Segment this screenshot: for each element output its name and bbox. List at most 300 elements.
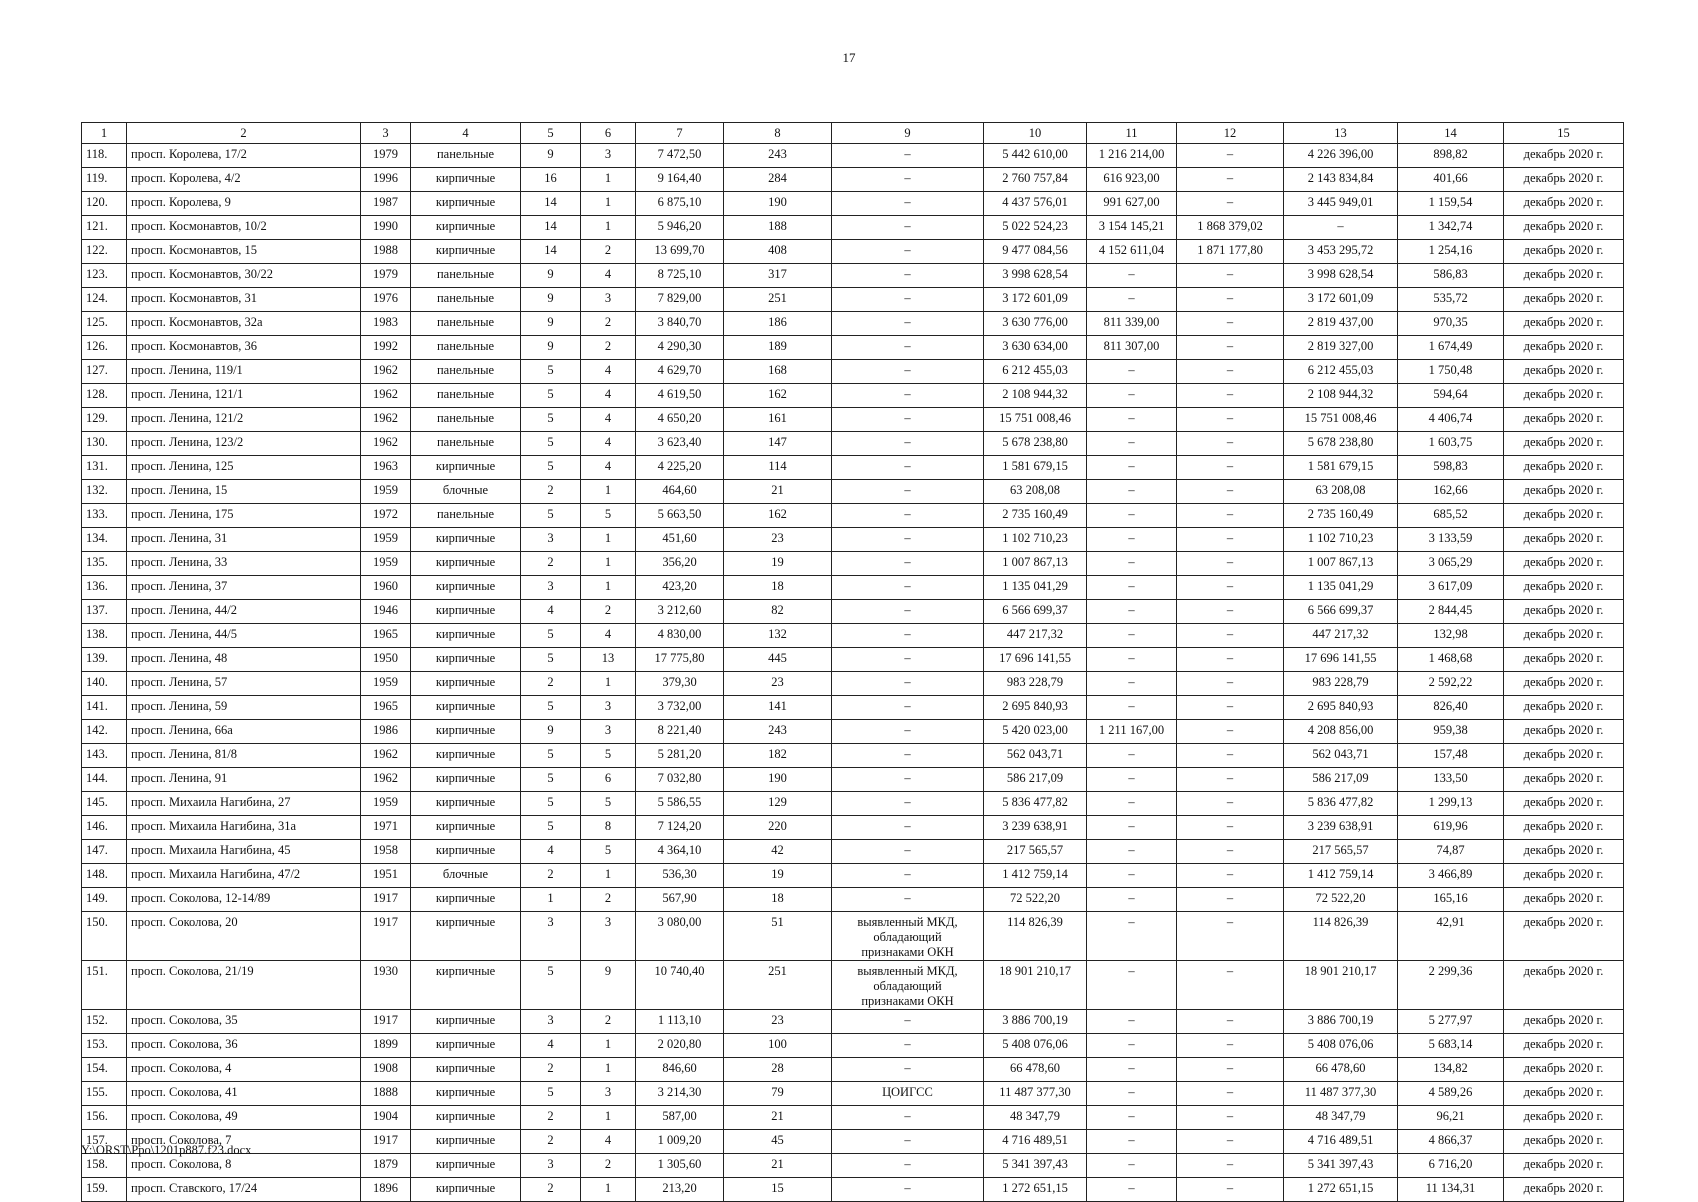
table-row bbox=[82, 648, 1624, 672]
cell-completion-date: декабрь 2020 г. bbox=[1504, 216, 1624, 240]
cell-total-cost: 1 272 651,15 bbox=[984, 1178, 1087, 1202]
cell-completion-date: декабрь 2020 г. bbox=[1504, 1010, 1624, 1034]
cell-heritage-status: – bbox=[832, 192, 984, 216]
cell-cost-col-13: 1 412 759,14 bbox=[1284, 864, 1398, 888]
cell-area: 3 732,00 bbox=[636, 696, 724, 720]
cell-total-cost: 217 565,57 bbox=[984, 840, 1087, 864]
cell-entrances: 2 bbox=[581, 1010, 636, 1034]
cell-wall-material: панельные bbox=[411, 312, 521, 336]
cell-completion-date: декабрь 2020 г. bbox=[1504, 264, 1624, 288]
cell-year-built: 1950 bbox=[361, 648, 411, 672]
cell-area: 4 619,50 bbox=[636, 384, 724, 408]
cell-year-built: 1896 bbox=[361, 1178, 411, 1202]
cell-address: просп. Ленина, 37 bbox=[127, 576, 361, 600]
cell-heritage-status: – bbox=[832, 768, 984, 792]
cell-wall-material: панельные bbox=[411, 408, 521, 432]
cell-wall-material: панельные bbox=[411, 504, 521, 528]
cell-row-number: 129. bbox=[82, 408, 127, 432]
cell-floors: 1 bbox=[521, 888, 581, 912]
table-row bbox=[82, 1106, 1624, 1130]
cell-completion-date: декабрь 2020 г. bbox=[1504, 840, 1624, 864]
cell-residents: 445 bbox=[724, 648, 832, 672]
cell-completion-date: декабрь 2020 г. bbox=[1504, 576, 1624, 600]
table-row bbox=[82, 336, 1624, 360]
cell-entrances: 4 bbox=[581, 360, 636, 384]
cell-residents: 190 bbox=[724, 768, 832, 792]
cell-cost-col-11: – bbox=[1087, 1058, 1177, 1082]
cell-cost-col-13: 217 565,57 bbox=[1284, 840, 1398, 864]
cell-heritage-status: выявленный МКД, обладающий признаками ОКН bbox=[832, 912, 984, 961]
cell-area: 846,60 bbox=[636, 1058, 724, 1082]
cell-heritage-status: – bbox=[832, 1178, 984, 1202]
cell-area: 451,60 bbox=[636, 528, 724, 552]
cell-year-built: 1960 bbox=[361, 576, 411, 600]
cell-floors: 5 bbox=[521, 432, 581, 456]
cell-cost-col-11: – bbox=[1087, 480, 1177, 504]
cell-cost-col-13: 586 217,09 bbox=[1284, 768, 1398, 792]
cell-area: 5 663,50 bbox=[636, 504, 724, 528]
cell-cost-col-12: – bbox=[1177, 168, 1284, 192]
cell-row-number: 141. bbox=[82, 696, 127, 720]
cell-wall-material: панельные bbox=[411, 264, 521, 288]
table-row bbox=[82, 1178, 1624, 1202]
cell-total-cost: 3 630 776,00 bbox=[984, 312, 1087, 336]
cell-entrances: 1 bbox=[581, 168, 636, 192]
cell-area: 536,30 bbox=[636, 864, 724, 888]
cell-cost-per-sqm: 165,16 bbox=[1398, 888, 1504, 912]
cell-year-built: 1917 bbox=[361, 1010, 411, 1034]
table-row bbox=[82, 816, 1624, 840]
cell-total-cost: 983 228,79 bbox=[984, 672, 1087, 696]
cell-cost-col-13: 48 347,79 bbox=[1284, 1106, 1398, 1130]
cell-year-built: 1917 bbox=[361, 912, 411, 961]
cell-completion-date: декабрь 2020 г. bbox=[1504, 1082, 1624, 1106]
cell-entrances: 13 bbox=[581, 648, 636, 672]
cell-floors: 3 bbox=[521, 528, 581, 552]
cell-residents: 82 bbox=[724, 600, 832, 624]
cell-area: 7 829,00 bbox=[636, 288, 724, 312]
cell-entrances: 4 bbox=[581, 408, 636, 432]
cell-wall-material: кирпичные bbox=[411, 648, 521, 672]
cell-residents: 23 bbox=[724, 528, 832, 552]
cell-total-cost: 2 760 757,84 bbox=[984, 168, 1087, 192]
cell-address: просп. Соколова, 12-14/89 bbox=[127, 888, 361, 912]
cell-heritage-status: – bbox=[832, 312, 984, 336]
table-row bbox=[82, 1010, 1624, 1034]
cell-cost-col-13: 3 172 601,09 bbox=[1284, 288, 1398, 312]
cell-row-number: 145. bbox=[82, 792, 127, 816]
cell-cost-col-12: – bbox=[1177, 312, 1284, 336]
cell-row-number: 128. bbox=[82, 384, 127, 408]
table-row bbox=[82, 144, 1624, 168]
cell-cost-per-sqm: 3 065,29 bbox=[1398, 552, 1504, 576]
cell-address: просп. Космонавтов, 31 bbox=[127, 288, 361, 312]
table-row bbox=[82, 840, 1624, 864]
cell-cost-col-13: 3 886 700,19 bbox=[1284, 1010, 1398, 1034]
cell-row-number: 134. bbox=[82, 528, 127, 552]
cell-entrances: 1 bbox=[581, 1178, 636, 1202]
cell-row-number: 153. bbox=[82, 1034, 127, 1058]
cell-address: просп. Королева, 17/2 bbox=[127, 144, 361, 168]
cell-cost-per-sqm: 1 468,68 bbox=[1398, 648, 1504, 672]
cell-heritage-status: – bbox=[832, 696, 984, 720]
cell-cost-col-11: – bbox=[1087, 1010, 1177, 1034]
cell-wall-material: кирпичные bbox=[411, 792, 521, 816]
cell-floors: 14 bbox=[521, 216, 581, 240]
cell-cost-per-sqm: 1 299,13 bbox=[1398, 792, 1504, 816]
cell-wall-material: кирпичные bbox=[411, 600, 521, 624]
cell-total-cost: 2 695 840,93 bbox=[984, 696, 1087, 720]
cell-residents: 23 bbox=[724, 672, 832, 696]
cell-entrances: 1 bbox=[581, 528, 636, 552]
cell-row-number: 154. bbox=[82, 1058, 127, 1082]
cell-cost-per-sqm: 535,72 bbox=[1398, 288, 1504, 312]
cell-completion-date: декабрь 2020 г. bbox=[1504, 456, 1624, 480]
cell-heritage-status: – bbox=[832, 1058, 984, 1082]
cell-wall-material: кирпичные bbox=[411, 768, 521, 792]
cell-cost-col-13: 6 212 455,03 bbox=[1284, 360, 1398, 384]
cell-cost-col-12: – bbox=[1177, 288, 1284, 312]
cell-cost-col-11: 811 339,00 bbox=[1087, 312, 1177, 336]
cell-year-built: 1959 bbox=[361, 672, 411, 696]
cell-total-cost: 11 487 377,30 bbox=[984, 1082, 1087, 1106]
cell-residents: 21 bbox=[724, 1106, 832, 1130]
cell-cost-col-12: – bbox=[1177, 1058, 1284, 1082]
cell-entrances: 1 bbox=[581, 1034, 636, 1058]
cell-heritage-status: – bbox=[832, 816, 984, 840]
cell-cost-per-sqm: 3 466,89 bbox=[1398, 864, 1504, 888]
cell-floors: 3 bbox=[521, 912, 581, 961]
cell-cost-col-12: – bbox=[1177, 1154, 1284, 1178]
cell-wall-material: кирпичные bbox=[411, 528, 521, 552]
cell-completion-date: декабрь 2020 г. bbox=[1504, 888, 1624, 912]
table-row bbox=[82, 888, 1624, 912]
cell-wall-material: кирпичные bbox=[411, 1154, 521, 1178]
cell-cost-col-11: – bbox=[1087, 552, 1177, 576]
cell-cost-col-13: 3 453 295,72 bbox=[1284, 240, 1398, 264]
cell-entrances: 2 bbox=[581, 600, 636, 624]
cell-residents: 19 bbox=[724, 552, 832, 576]
cell-cost-per-sqm: 586,83 bbox=[1398, 264, 1504, 288]
cell-cost-per-sqm: 132,98 bbox=[1398, 624, 1504, 648]
column-header: 9 bbox=[832, 123, 984, 144]
cell-address: просп. Ленина, 59 bbox=[127, 696, 361, 720]
cell-cost-col-11: – bbox=[1087, 456, 1177, 480]
cell-cost-col-13: 5 408 076,06 bbox=[1284, 1034, 1398, 1058]
cell-year-built: 1962 bbox=[361, 432, 411, 456]
cell-total-cost: 1 135 041,29 bbox=[984, 576, 1087, 600]
cell-cost-col-11: – bbox=[1087, 768, 1177, 792]
cell-heritage-status: – bbox=[832, 1106, 984, 1130]
cell-heritage-status: – bbox=[832, 456, 984, 480]
cell-year-built: 1951 bbox=[361, 864, 411, 888]
cell-row-number: 120. bbox=[82, 192, 127, 216]
cell-cost-per-sqm: 4 589,26 bbox=[1398, 1082, 1504, 1106]
cell-heritage-status: – bbox=[832, 744, 984, 768]
cell-cost-col-11: – bbox=[1087, 504, 1177, 528]
cell-row-number: 155. bbox=[82, 1082, 127, 1106]
cell-residents: 162 bbox=[724, 384, 832, 408]
cell-heritage-status: – bbox=[832, 792, 984, 816]
cell-wall-material: кирпичные bbox=[411, 456, 521, 480]
cell-area: 3 214,30 bbox=[636, 1082, 724, 1106]
cell-total-cost: 3 172 601,09 bbox=[984, 288, 1087, 312]
cell-heritage-status: – bbox=[832, 288, 984, 312]
cell-cost-col-13: 2 108 944,32 bbox=[1284, 384, 1398, 408]
cell-completion-date: декабрь 2020 г. bbox=[1504, 961, 1624, 1010]
cell-cost-per-sqm: 157,48 bbox=[1398, 744, 1504, 768]
cell-cost-col-11: – bbox=[1087, 264, 1177, 288]
cell-completion-date: декабрь 2020 г. bbox=[1504, 408, 1624, 432]
cell-cost-col-11: – bbox=[1087, 600, 1177, 624]
cell-floors: 9 bbox=[521, 312, 581, 336]
cell-completion-date: декабрь 2020 г. bbox=[1504, 144, 1624, 168]
cell-cost-col-12: – bbox=[1177, 192, 1284, 216]
column-header: 6 bbox=[581, 123, 636, 144]
cell-wall-material: кирпичные bbox=[411, 1082, 521, 1106]
table-row bbox=[82, 720, 1624, 744]
column-header: 4 bbox=[411, 123, 521, 144]
cell-area: 8 221,40 bbox=[636, 720, 724, 744]
table-row bbox=[82, 1130, 1624, 1154]
cell-cost-per-sqm: 1 342,74 bbox=[1398, 216, 1504, 240]
cell-year-built: 1962 bbox=[361, 744, 411, 768]
cell-cost-col-12: 1 871 177,80 bbox=[1177, 240, 1284, 264]
cell-cost-col-11: – bbox=[1087, 624, 1177, 648]
cell-cost-col-12: – bbox=[1177, 624, 1284, 648]
cell-entrances: 2 bbox=[581, 336, 636, 360]
column-header: 12 bbox=[1177, 123, 1284, 144]
cell-year-built: 1959 bbox=[361, 792, 411, 816]
cell-total-cost: 4 437 576,01 bbox=[984, 192, 1087, 216]
cell-address: просп. Ставского, 17/24 bbox=[127, 1178, 361, 1202]
cell-completion-date: декабрь 2020 г. bbox=[1504, 864, 1624, 888]
cell-cost-col-13: 15 751 008,46 bbox=[1284, 408, 1398, 432]
cell-wall-material: кирпичные bbox=[411, 961, 521, 1010]
cell-floors: 14 bbox=[521, 192, 581, 216]
cell-year-built: 1971 bbox=[361, 816, 411, 840]
cell-row-number: 121. bbox=[82, 216, 127, 240]
cell-cost-col-13: 2 735 160,49 bbox=[1284, 504, 1398, 528]
cell-cost-col-11: – bbox=[1087, 1130, 1177, 1154]
cell-completion-date: декабрь 2020 г. bbox=[1504, 1106, 1624, 1130]
cell-wall-material: кирпичные bbox=[411, 840, 521, 864]
cell-residents: 182 bbox=[724, 744, 832, 768]
cell-area: 7 472,50 bbox=[636, 144, 724, 168]
cell-cost-per-sqm: 619,96 bbox=[1398, 816, 1504, 840]
cell-row-number: 140. bbox=[82, 672, 127, 696]
cell-cost-col-13: 1 581 679,15 bbox=[1284, 456, 1398, 480]
cell-row-number: 132. bbox=[82, 480, 127, 504]
cell-year-built: 1979 bbox=[361, 264, 411, 288]
cell-cost-col-13: 2 819 437,00 bbox=[1284, 312, 1398, 336]
cell-completion-date: декабрь 2020 г. bbox=[1504, 360, 1624, 384]
cell-heritage-status: выявленный МКД, обладающий признаками ОКН bbox=[832, 961, 984, 1010]
cell-row-number: 148. bbox=[82, 864, 127, 888]
cell-cost-col-11: – bbox=[1087, 912, 1177, 961]
cell-address: просп. Ленина, 125 bbox=[127, 456, 361, 480]
cell-wall-material: панельные bbox=[411, 288, 521, 312]
cell-wall-material: кирпичные bbox=[411, 888, 521, 912]
cell-floors: 5 bbox=[521, 504, 581, 528]
column-header: 5 bbox=[521, 123, 581, 144]
cell-residents: 408 bbox=[724, 240, 832, 264]
cell-floors: 9 bbox=[521, 720, 581, 744]
cell-total-cost: 18 901 210,17 bbox=[984, 961, 1087, 1010]
cell-cost-col-12: – bbox=[1177, 144, 1284, 168]
cell-cost-col-12: – bbox=[1177, 552, 1284, 576]
cell-heritage-status: – bbox=[832, 504, 984, 528]
cell-cost-col-12: – bbox=[1177, 1178, 1284, 1202]
cell-year-built: 1959 bbox=[361, 480, 411, 504]
cell-row-number: 122. bbox=[82, 240, 127, 264]
table-row bbox=[82, 744, 1624, 768]
cell-row-number: 150. bbox=[82, 912, 127, 961]
cell-entrances: 5 bbox=[581, 504, 636, 528]
cell-cost-per-sqm: 5 277,97 bbox=[1398, 1010, 1504, 1034]
cell-cost-per-sqm: 6 716,20 bbox=[1398, 1154, 1504, 1178]
cell-cost-col-11: – bbox=[1087, 360, 1177, 384]
cell-address: просп. Ленина, 33 bbox=[127, 552, 361, 576]
cell-wall-material: кирпичные bbox=[411, 744, 521, 768]
cell-address: просп. Королева, 4/2 bbox=[127, 168, 361, 192]
cell-area: 213,20 bbox=[636, 1178, 724, 1202]
cell-heritage-status: – bbox=[832, 648, 984, 672]
cell-cost-col-13: 72 522,20 bbox=[1284, 888, 1398, 912]
cell-cost-col-12: – bbox=[1177, 432, 1284, 456]
cell-residents: 100 bbox=[724, 1034, 832, 1058]
cell-floors: 2 bbox=[521, 1130, 581, 1154]
cell-total-cost: 114 826,39 bbox=[984, 912, 1087, 961]
cell-cost-col-11: 1 211 167,00 bbox=[1087, 720, 1177, 744]
cell-entrances: 5 bbox=[581, 840, 636, 864]
cell-entrances: 3 bbox=[581, 720, 636, 744]
cell-residents: 28 bbox=[724, 1058, 832, 1082]
cell-total-cost: 15 751 008,46 bbox=[984, 408, 1087, 432]
cell-total-cost: 586 217,09 bbox=[984, 768, 1087, 792]
cell-residents: 188 bbox=[724, 216, 832, 240]
cell-cost-col-12: – bbox=[1177, 696, 1284, 720]
cell-entrances: 3 bbox=[581, 696, 636, 720]
cell-address: просп. Ленина, 31 bbox=[127, 528, 361, 552]
cell-completion-date: декабрь 2020 г. bbox=[1504, 648, 1624, 672]
cell-residents: 18 bbox=[724, 888, 832, 912]
cell-cost-col-12: 1 868 379,02 bbox=[1177, 216, 1284, 240]
cell-cost-col-12: – bbox=[1177, 600, 1284, 624]
cell-row-number: 157. bbox=[82, 1130, 127, 1154]
cell-cost-col-11: – bbox=[1087, 864, 1177, 888]
cell-floors: 9 bbox=[521, 144, 581, 168]
cell-cost-col-12: – bbox=[1177, 961, 1284, 1010]
table-row bbox=[82, 672, 1624, 696]
cell-completion-date: декабрь 2020 г. bbox=[1504, 744, 1624, 768]
cell-cost-col-12: – bbox=[1177, 1010, 1284, 1034]
cell-address: просп. Ленина, 48 bbox=[127, 648, 361, 672]
cell-cost-col-11: – bbox=[1087, 1154, 1177, 1178]
cell-wall-material: кирпичные bbox=[411, 1034, 521, 1058]
cell-floors: 5 bbox=[521, 961, 581, 1010]
cell-residents: 23 bbox=[724, 1010, 832, 1034]
cell-heritage-status: – bbox=[832, 1034, 984, 1058]
cell-cost-col-12: – bbox=[1177, 888, 1284, 912]
column-header: 14 bbox=[1398, 123, 1504, 144]
cell-heritage-status: – bbox=[832, 1154, 984, 1178]
cell-address: просп. Космонавтов, 36 bbox=[127, 336, 361, 360]
cell-total-cost: 3 886 700,19 bbox=[984, 1010, 1087, 1034]
cell-cost-col-13: 3 239 638,91 bbox=[1284, 816, 1398, 840]
cell-address: просп. Соколова, 41 bbox=[127, 1082, 361, 1106]
cell-year-built: 1908 bbox=[361, 1058, 411, 1082]
cell-address: просп. Ленина, 175 bbox=[127, 504, 361, 528]
cell-total-cost: 3 630 634,00 bbox=[984, 336, 1087, 360]
cell-residents: 45 bbox=[724, 1130, 832, 1154]
cell-address: просп. Ленина, 81/8 bbox=[127, 744, 361, 768]
cell-entrances: 3 bbox=[581, 912, 636, 961]
cell-total-cost: 5 408 076,06 bbox=[984, 1034, 1087, 1058]
cell-entrances: 4 bbox=[581, 456, 636, 480]
cell-entrances: 8 bbox=[581, 816, 636, 840]
cell-cost-per-sqm: 685,52 bbox=[1398, 504, 1504, 528]
cell-row-number: 137. bbox=[82, 600, 127, 624]
cell-year-built: 1959 bbox=[361, 552, 411, 576]
cell-floors: 2 bbox=[521, 1058, 581, 1082]
table-row bbox=[82, 288, 1624, 312]
table-row bbox=[82, 1082, 1624, 1106]
cell-row-number: 136. bbox=[82, 576, 127, 600]
cell-floors: 16 bbox=[521, 168, 581, 192]
cell-cost-per-sqm: 898,82 bbox=[1398, 144, 1504, 168]
table-row bbox=[82, 552, 1624, 576]
cell-residents: 141 bbox=[724, 696, 832, 720]
table-row bbox=[82, 240, 1624, 264]
cell-cost-col-11: – bbox=[1087, 288, 1177, 312]
cell-entrances: 1 bbox=[581, 480, 636, 504]
table-row bbox=[82, 961, 1624, 1010]
cell-entrances: 1 bbox=[581, 192, 636, 216]
cell-cost-col-11: – bbox=[1087, 840, 1177, 864]
cell-wall-material: панельные bbox=[411, 384, 521, 408]
cell-year-built: 1962 bbox=[361, 768, 411, 792]
cell-cost-col-13: 11 487 377,30 bbox=[1284, 1082, 1398, 1106]
cell-total-cost: 6 212 455,03 bbox=[984, 360, 1087, 384]
cell-row-number: 144. bbox=[82, 768, 127, 792]
cell-floors: 9 bbox=[521, 288, 581, 312]
cell-total-cost: 72 522,20 bbox=[984, 888, 1087, 912]
cell-area: 2 020,80 bbox=[636, 1034, 724, 1058]
cell-wall-material: кирпичные bbox=[411, 576, 521, 600]
cell-floors: 5 bbox=[521, 408, 581, 432]
cell-residents: 19 bbox=[724, 864, 832, 888]
cell-completion-date: декабрь 2020 г. bbox=[1504, 912, 1624, 961]
cell-area: 4 830,00 bbox=[636, 624, 724, 648]
cell-row-number: 142. bbox=[82, 720, 127, 744]
cell-total-cost: 2 108 944,32 bbox=[984, 384, 1087, 408]
cell-total-cost: 9 477 084,56 bbox=[984, 240, 1087, 264]
cell-area: 10 740,40 bbox=[636, 961, 724, 1010]
cell-cost-per-sqm: 133,50 bbox=[1398, 768, 1504, 792]
cell-residents: 162 bbox=[724, 504, 832, 528]
cell-cost-col-13: 4 716 489,51 bbox=[1284, 1130, 1398, 1154]
column-header: 3 bbox=[361, 123, 411, 144]
cell-address: просп. Ленина, 57 bbox=[127, 672, 361, 696]
cell-row-number: 146. bbox=[82, 816, 127, 840]
cell-residents: 190 bbox=[724, 192, 832, 216]
cell-wall-material: кирпичные bbox=[411, 624, 521, 648]
cell-row-number: 131. bbox=[82, 456, 127, 480]
cell-area: 9 164,40 bbox=[636, 168, 724, 192]
cell-year-built: 1962 bbox=[361, 360, 411, 384]
table-row bbox=[82, 360, 1624, 384]
